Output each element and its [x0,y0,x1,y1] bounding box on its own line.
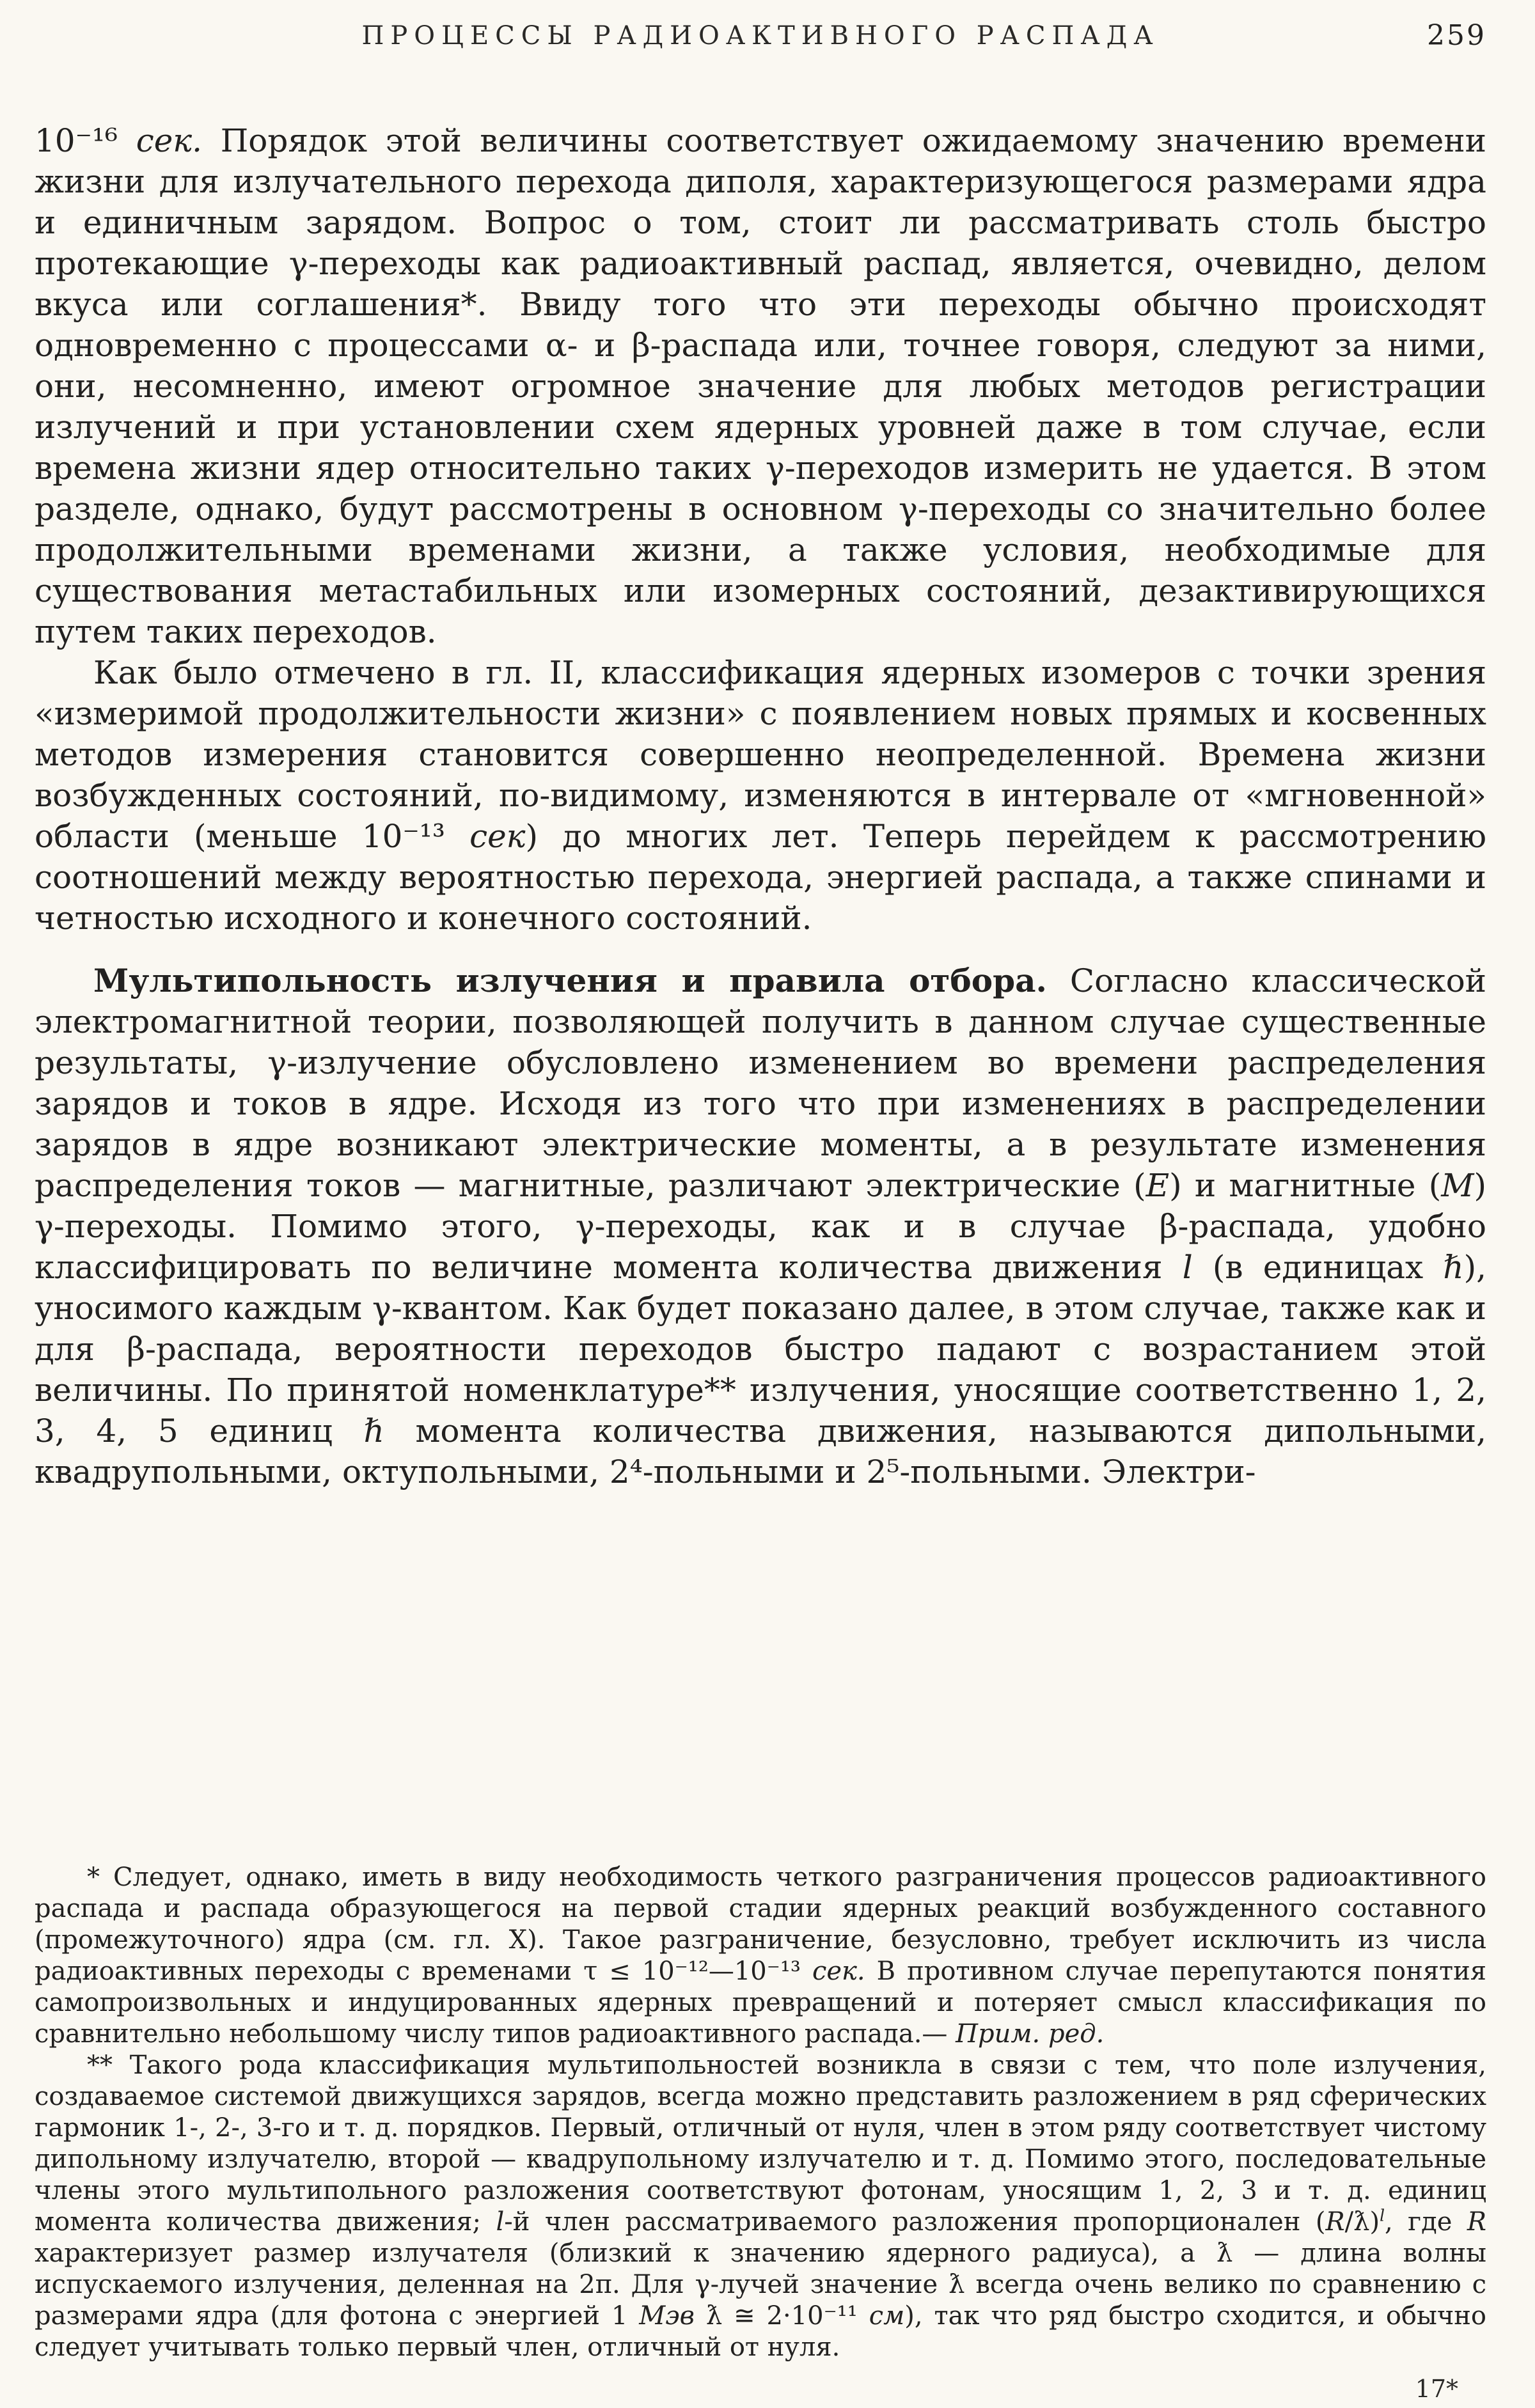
running-header-title: ПРОЦЕССЫ РАДИОАКТИВНОГО РАСПАДА [361,21,1160,51]
main-text [35,120,1486,1492]
text-footnote-gap [35,1492,1486,1862]
body-paragraph-3: Мультипольность излучения и правила отбора. Согласно классической электромагнитной теории, позволяющей получить в данном случае существенные результаты, γ-излучение обусловлено изменением во времени распределения зарядов и токов в ядре. Исходя из того что при изменениях в распределении зарядов в ядре возникают электрические моменты, а в результате изменения распределения токов — магнитные, различают электрические (E) и магнитные (M) γ-переходы. Помимо этого, γ-переходы, как и в случае β-распада, удобно классифицировать по величине момента количества движения l (в единицах ℏ), уносимого каждым γ-квантом. Как будет показано далее, в этом случае, также как и для β-распада, вероятности переходов быстро падают с возрастанием этой величины. По принятой номенклатуре** излучения, уносящие соответственно 1, 2, 3, 4, 5 единиц ℏ момента количества движения, называются дипольными, квадрупольными, октупольными, 2⁴-польными и 2⁵-польными. Электри- [35,962,1486,1490]
signature-mark: 17* [1415,2375,1458,2403]
running-header [35,18,1486,54]
body-paragraph-1: 10⁻¹⁶ сек. Порядок этой величины соответствует ожидаемому значению времени жизни для излучательного перехода диполя, характеризующегося размерами ядра и единичным зарядом. Вопрос о том, стоит ли рассматривать столь быстро протекающие γ-переходы как радиоактивный распад, является, очевидно, делом вкуса или соглашения*. Ввиду того что эти переходы обычно происходят одновременно с процессами α- и β-распада или, точнее говоря, следуют за ними, они, несомненно, имеют огромное значение для любых методов регистрации излучений и при установлении схем ядерных уровней даже в том случае, если времена жизни ядер относительно таких γ-переходов измерить не удается. В этом разделе, однако, будут рассмотрены в основном γ-переходы со значительно более продолжительными временами жизни, а также условия, необходимые для существования метастабильных или изомерных состояний, дезактивирующихся путем таких переходов. [35,122,1486,650]
footnote-1: * Следует, однако, иметь в виду необходимость четкого разграничения процессов радиоактивного распада и распада образующегося на первой стадии ядерных реакций возбужденного составного (промежуточного) ядра (см. гл. X). Такое разграничение, безусловно, требует исключить из числа радиоактивных переходы с временами τ ≤ 10⁻¹²—10⁻¹³ сек. В противном случае перепутаются понятия самопроизвольных и индуцированных ядерных превращений и потеряет смысл классификация по сравнительно небольшому числу типов радиоактивного распада.— Прим. ред. [35,1863,1487,2049]
footnotes [35,1862,1486,2363]
body-paragraph-2: Как было отмечено в гл. II, классификация ядерных изомеров с точки зрения «измеримой продолжительности жизни» с появлением новых прямых и косвенных методов измерения становится совершенно неопределенной. Времена жизни возбужденных состояний, по-видимому, изменяются в интервале от «мгновенной» области (меньше 10⁻¹³ сек) до многих лет. Теперь перейдем к рассмотрению соотношений между вероятностью перехода, энергией распада, а также спинами и четностью исходного и конечного состояний. [35,654,1486,937]
page-number: 259 [1427,19,1486,52]
footnote-2: ** Такого рода классификация мультипольностей возникла в связи с тем, что поле излучения, создаваемое системой движущихся зарядов, всегда можно представить разложением в ряд сферических гармоник 1-, 2-, 3-го и т. д. порядков. Первый, отличный от нуля, член в этом ряду соответствует чистому дипольному излучателю, второй — квадрупольному излучателю и т. д. Помимо этого, последовательные члены этого мультипольного разложения соответствуют фотонам, уносящим 1, 2, 3 и т. д. единиц момента количества движения; l-й член рассматриваемого разложения пропорционален (R/ƛ)$^l$, где R характеризует размер излучателя (близкий к значению ядерного радиуса), а ƛ — длина волны испускаемого излучения, деленная на 2π. Для γ-лучей значение ƛ всегда очень велико по сравнению с размерами ядра (для фотона с энергией 1 Мэв ƛ ≅ 2·10⁻¹¹ см), так что ряд быстро сходится, и обычно следует учитывать только первый член, отличный от нуля. [35,2051,1487,2362]
